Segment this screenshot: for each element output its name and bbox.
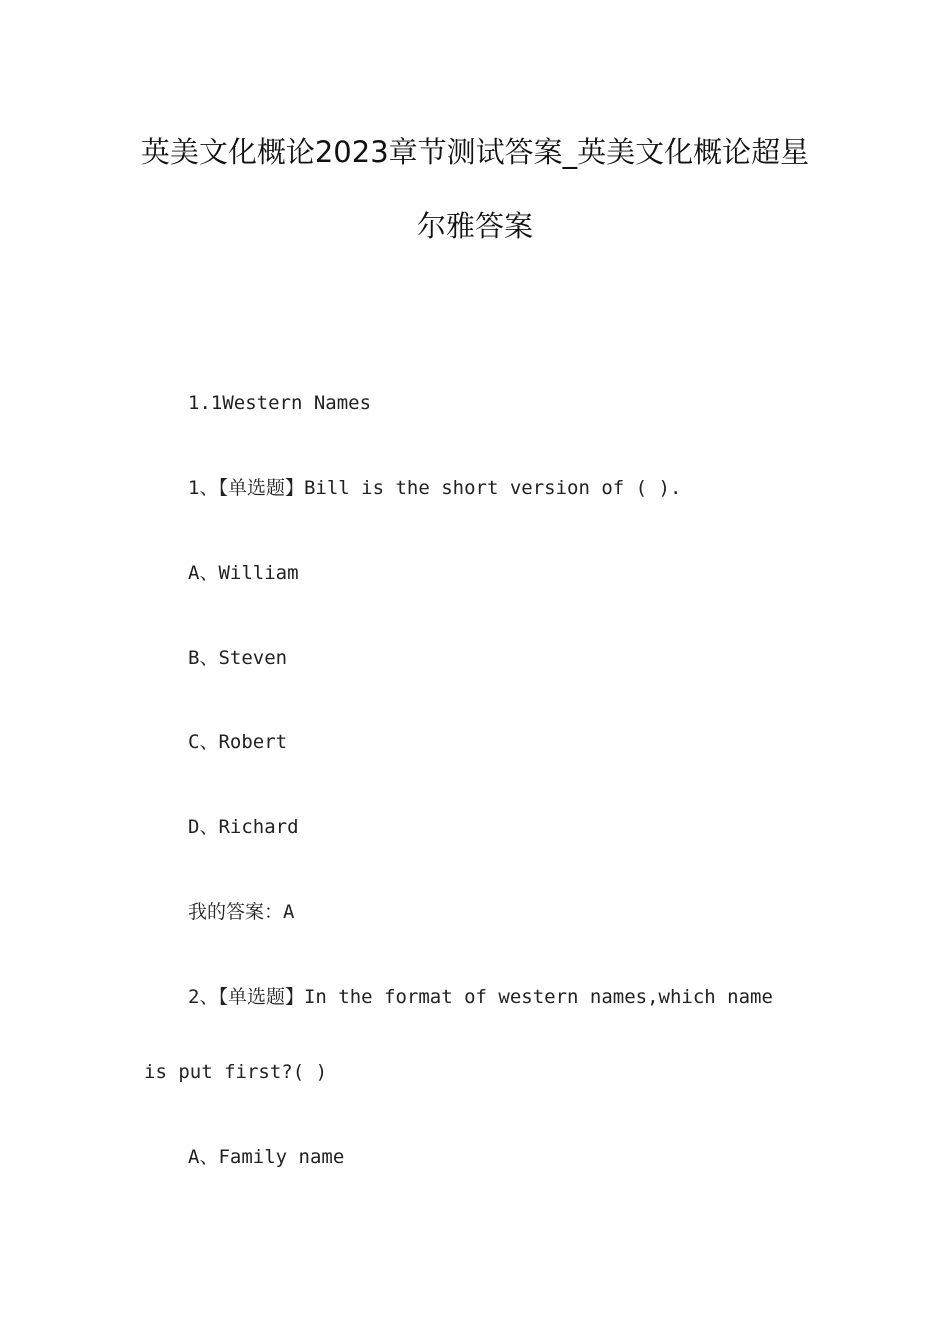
question-stem: 1、【单选题】Bill is the short version of ( ). [188,477,682,499]
answer-option: C、Robert [188,731,288,753]
answer-option: D、Richard [188,816,299,838]
answer-option: A、William [188,562,299,584]
document-title-line-2: 尔雅答案 [416,209,533,243]
question-stem: 2、【单选题】In the format of western names,which name [188,986,773,1008]
answer-option: B、Steven [188,647,288,669]
document-title-line-1: 英美文化概论2023章节测试答案_英美文化概论超星 [140,135,810,169]
answer-option: A、Family name [188,1146,345,1168]
section-heading: 1.1Western Names [188,392,372,414]
my-answer: 我的答案：A [188,901,295,923]
question-stem-continuation: is put first?( ) [144,1061,328,1083]
